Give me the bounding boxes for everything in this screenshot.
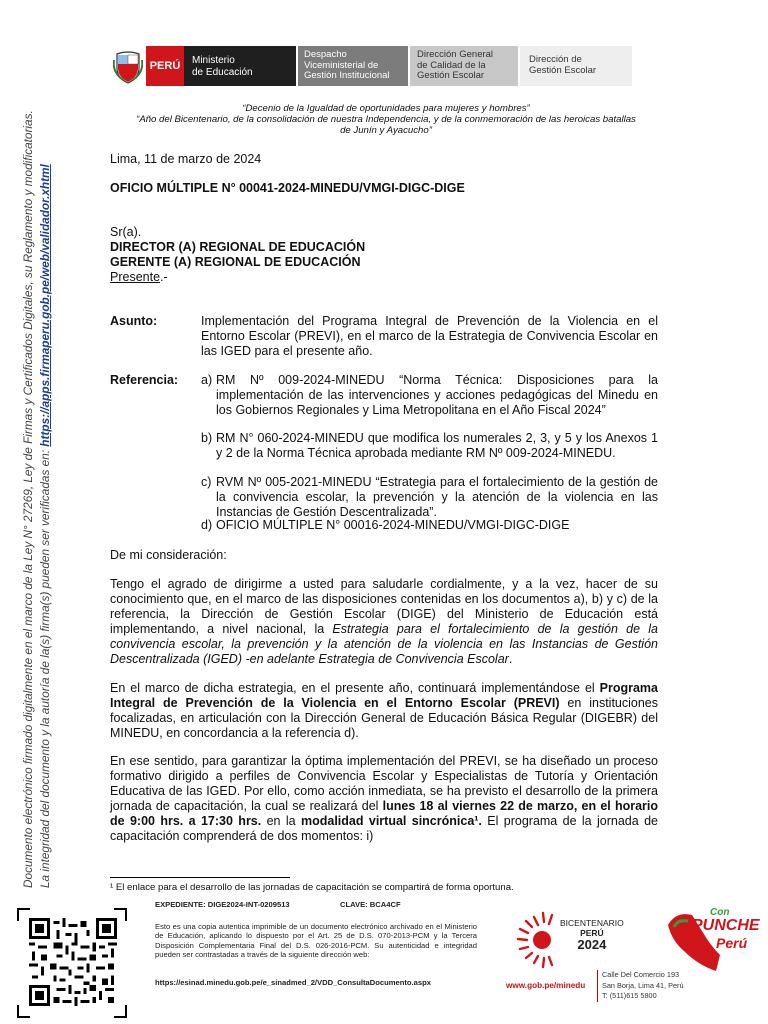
p3-bold-dates: lunes 18 al viernes 22 de marzo, en el horario de 9:00 hrs. a 17:30 hrs. <box>110 799 659 828</box>
p2-end: en instituciones focalizadas, en articulación con la Dirección General de Educación Básica Regular (DIGEBR) del MINEDU, en concordancia a la referencia d). <box>110 696 659 740</box>
recipient-title-2: GERENTE (A) REGIONAL DE EDUCACIÓN <box>110 255 361 269</box>
address-line: T: (511)615 5800 <box>602 991 657 1000</box>
bicentenario-line: BICENTENARIO <box>560 918 624 928</box>
p3-text: En ese sentido, para garantizar la óptima implementación del PREVI, se ha diseñado un proceso formativo dirigido a perfiles de Convivencia Escolar y Especialistas de Tutoría y Orientación Educativa de las IGED. Por ello, como acción inmediata, se ha previsto el desarrollo de la primera jornada de capacitación, la cual se realizará del <box>110 754 658 813</box>
paragraph-3 <box>110 754 658 844</box>
address-block <box>597 970 684 1002</box>
footnote-divider <box>110 877 290 878</box>
despacho-line: Viceministerial de <box>304 59 379 71</box>
referencia-text: RVM Nº 005-2021-MINEDU “Estrategia para el fortalecimiento de la gestión de la convivencia escolar, la prevención y la atención de la violencia en las Instancias de Gestión Descentralizada”. <box>216 475 658 519</box>
direccion-general-line: Gestión Escolar <box>417 70 485 81</box>
peru-label: PERÚ <box>149 60 181 72</box>
place-date: Lima, 11 de marzo de 2024 <box>110 152 262 166</box>
decenio-line: “Decenio de la Igualdad de oportunidades para mujeres y hombres” <box>242 103 530 114</box>
gob-link[interactable]: www.gob.pe/minedu <box>506 981 586 990</box>
punche-word: PUNCHE <box>692 917 760 934</box>
decenio-line: “Año del Bicentenario, de la consolidación de nuestra Independencia, y de la conmemoración de las heroicas batallas <box>136 114 636 125</box>
ministerio-block <box>184 46 296 86</box>
presente-line <box>110 270 365 285</box>
footnote: ¹ El enlace para el desarrollo de las jornadas de capacitación se compartirá de forma oportuna. <box>110 882 514 893</box>
direccion-general-block <box>410 46 518 86</box>
legend-prefix: La integridad del documento y la autoría de la(s) firma(s) pueden ser verificadas en: <box>38 449 52 888</box>
peru-brand-block <box>146 46 184 86</box>
national-shield-icon <box>113 50 143 84</box>
p1-end: . <box>508 652 513 666</box>
p1-text: Tengo el agrado de dirigirme a usted para saludarle cordialmente, y a la vez, hacer de su conocimiento que, en el marco de las disposiciones contenidas en los documentos a), b) y c) de la referencia, la Dirección de Gestión Escolar (DIGE) del Ministerio de Educación está implementando, a nivel nacional, la <box>110 577 658 636</box>
p2-bold: Programa Integral de Prevención de la Violencia en el Entorno Escolar (PREVI) <box>110 681 658 710</box>
direccion-general-line: de Calidad de la <box>417 59 486 71</box>
p1-italic: Estrategia para el fortalecimiento de la gestión de la convivencia escolar, la prevención y la atención de la violencia en las Instancias de Gestión Descentralizada (IGED) -en adelante Estrategia de Convivencia Escolar <box>110 622 658 666</box>
referencia-label: Referencia: <box>110 373 179 387</box>
expediente: EXPEDIENTE: DIGE2024-INT-0209513 <box>155 900 290 909</box>
referencia-text: RM N° 060-2024-MINEDU que modifica los numerales 2, 3, y 5 y los Anexos 1 y 2 de la Norma Técnica aprobada mediante RM Nº 009-2024-MINEDU. <box>216 431 658 460</box>
p3-text: en la <box>261 814 301 828</box>
bicentenario-line: PERÚ <box>580 928 604 938</box>
p3-bold-modality: modalidad virtual sincrónica¹. <box>300 814 482 828</box>
qr-code-icon[interactable] <box>29 918 117 1006</box>
authenticity-note: Esto es una copia autentica imprimible de un documento electrónico archivado en el Ministerio de Educación, aplicando lo dispuesto por el Art. 25 de D.S. 070-2013-PCM y la Tercera Disposición Complementaria Final del D.S. 026-2016-PCM. Su autenticidad e integridad pueden ser contrastadas a través de la siguiente dirección web: <box>155 922 477 960</box>
ministerio-line: de Educación <box>192 67 253 78</box>
legend-line-1: Documento electrónico firmado digitalmente en el marco de la Ley N° 27269, Ley de Firmas y Certificados Digitales, su Reglamento y modificatorias. <box>21 110 35 888</box>
oficio-number: OFICIO MÚLTIPLE N° 00041-2024-MINEDU/VMGI-DIGC-DIGE <box>110 181 465 195</box>
asunto-text: Implementación del Programa Integral de Prevención de la Violencia en el Entorno Escolar (PREVI), en el marco de la Estrategia de Convivencia Escolar en las IGED para el presente año. <box>201 314 658 358</box>
referencia-letter: a) <box>201 373 213 387</box>
despacho-block <box>298 46 408 86</box>
bicentenario-year: 2024 <box>577 937 607 952</box>
direccion-general-line: Dirección General <box>417 49 494 60</box>
punche-con: Con <box>710 907 730 918</box>
paragraph-1 <box>110 577 658 667</box>
address-line: Calle Del Comercio 193 <box>602 970 680 979</box>
recipient-title-1: DIRECTOR (A) REGIONAL DE EDUCACIÓN <box>110 240 366 254</box>
p2-text: En el marco de dicha estrategia, en el presente año, continuará implementándose el <box>110 681 600 695</box>
referencia-letter: b) <box>201 431 213 445</box>
referencia-letter: c) <box>201 475 212 489</box>
referencia-item <box>201 475 658 520</box>
ministerio-line: Ministerio <box>192 55 235 66</box>
validator-link[interactable]: https://apps.firmaperu.gob.pe/web/validador.xhtml <box>38 164 52 447</box>
presente: Presente <box>110 270 161 284</box>
presente-suffix: .- <box>160 270 168 284</box>
punche-peru: Perú <box>716 935 748 951</box>
referencia-text: RM Nº 009-2024-MINEDU “Norma Técnica: Disposiciones para la implementación de las intervenciones y acciones pedagógicas del Minedu en los Gobiernos Regionales y Lima Metropolitana en el Año Fiscal 2024” <box>216 373 658 417</box>
bicentenario-text <box>560 918 624 952</box>
referencia-item <box>201 518 658 533</box>
despacho-line: Gestión Institucional <box>304 70 390 81</box>
asunto-label: Asunto: <box>110 314 158 328</box>
decenio-header <box>112 103 660 136</box>
direccion-block <box>520 46 632 86</box>
verification-url[interactable]: https://esinad.minedu.gob.pe/e_sinadmed_2/VDD_ConsultaDocumento.aspx <box>155 978 431 987</box>
con-punche-peru-logo <box>662 905 762 977</box>
referencia-item <box>201 431 658 461</box>
paragraph-2 <box>110 681 658 741</box>
digital-signature-legend <box>20 88 54 888</box>
salutation: Sr(a). <box>110 225 142 239</box>
legend-line-2 <box>37 88 54 888</box>
referencia-text: OFICIO MÚLTIPLE N° 00016-2024-MINEDU/VMGI-DIGC-DIGE <box>216 518 570 532</box>
despacho-line: Despacho <box>304 49 347 60</box>
referencia-letter: d) <box>201 518 213 532</box>
p3-end: El programa de la jornada de capacitación comprenderá de dos momentos: i) <box>110 814 658 843</box>
decenio-line: de Junín y Ayacucho” <box>340 125 432 136</box>
referencia-item <box>201 373 658 418</box>
address-line: San Borja, Lima 41, Perú <box>602 980 684 990</box>
recipient-block <box>110 225 365 285</box>
consideracion: De mi consideración: <box>110 548 227 562</box>
clave: CLAVE: BCA4CF <box>340 900 401 909</box>
direccion-line: Dirección de <box>529 54 582 65</box>
direccion-line: Gestión Escolar <box>529 64 597 76</box>
